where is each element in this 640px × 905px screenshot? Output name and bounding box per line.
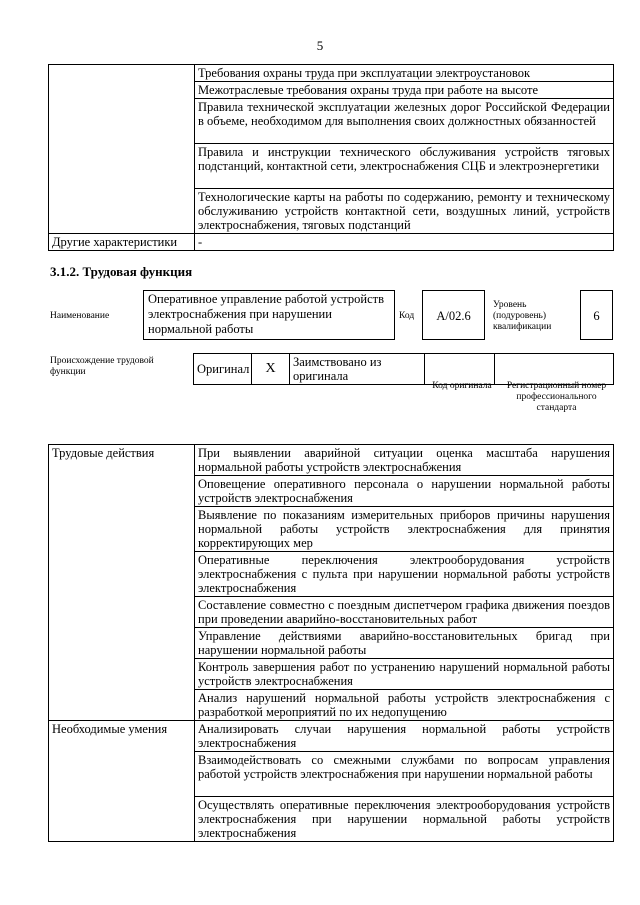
- labor-action: Оповещение оперативного персонала о нарушении нормальной работы устройств электроснабжения: [195, 476, 614, 507]
- origin-code-label: Код оригинала: [432, 381, 492, 391]
- knowledge-item: Правила и инструкции технического обслуживания устройств тяговых подстанций, контактной сети, электроснабжения СЦБ и электроэнергетики: [195, 144, 614, 189]
- origin-label: Происхождение трудовой функции: [50, 356, 154, 377]
- labor-action: Выявление по показаниям измерительных приборов причины нарушения нормальной работы устройств электроснабжения для принятия корректирующих мер: [195, 507, 614, 552]
- knowledge-item: Технологические карты на работы по содержанию, ремонту и техническому обслуживанию устройств контактной сети, воздушных линий, устройств электроснабжения, тяговых подстанций: [195, 189, 614, 234]
- knowledge-item: Межотраслевые требования охраны труда при работе на высоте: [195, 82, 614, 99]
- page-number: 5: [316, 38, 324, 53]
- table-row: [49, 445, 614, 476]
- required-skill: Взаимодействовать со смежными службами по вопросам управления работой устройств электроснабжения при нарушении нормальной работы: [195, 752, 614, 797]
- level-label: Уровень (подуровень) квалификации: [493, 300, 552, 332]
- other-characteristics-value: -: [195, 234, 614, 251]
- code-label: Код: [399, 311, 415, 321]
- function-name: Оперативное управление работой устройств электроснабжения при нарушении нормальной работы: [148, 292, 384, 336]
- labor-action: Оперативные переключения электрооборудования устройств электроснабжения с пульта при нарушении нормальной работы устройств электроснабжения: [195, 552, 614, 597]
- table-row: [49, 721, 614, 752]
- code-value: А/02.6: [436, 309, 471, 323]
- table-row: [194, 354, 614, 385]
- labor-action: Управление действиями аварийно-восстановительных бригад при нарушении нормальной работы: [195, 628, 614, 659]
- table-row: [49, 234, 614, 251]
- knowledge-table: [48, 64, 614, 251]
- knowledge-item: Правила технической эксплуатации железных дорог Российской Федерации в объеме, необходимом для выполнения своих должностных обязанностей: [195, 99, 614, 144]
- borrowed-label: Заимствовано из оригинала: [290, 354, 425, 385]
- knowledge-item: Требования охраны труда при эксплуатации электроустановок: [195, 65, 614, 82]
- name-label: Наименование: [50, 311, 110, 321]
- required-skills-label: Необходимые умения: [49, 721, 195, 842]
- labor-action: Составление совместно с поездным диспетчером графика движения поездов при проведении аварийно-восстановительных работ: [195, 597, 614, 628]
- required-skill: Осуществлять оперативные переключения электрооборудования устройств электроснабжения при нарушении нормальной работы устройств электроснабжения: [195, 797, 614, 842]
- labor-action: Контроль завершения работ по устранению нарушений нормальной работы устройств электроснабжения: [195, 659, 614, 690]
- other-characteristics-label: Другие характеристики: [49, 234, 195, 251]
- labor-function-table: [48, 444, 614, 842]
- original-label: Оригинал: [194, 354, 252, 385]
- level-value: 6: [593, 309, 600, 323]
- labor-action: Анализ нарушений нормальной работы устройств электроснабжения с разработкой мероприятий по их недопущению: [195, 690, 614, 721]
- original-mark: X: [252, 354, 290, 385]
- section-heading: 3.1.2. Трудовая функция: [50, 264, 193, 279]
- required-skill: Анализировать случаи нарушения нормальной работы устройств электроснабжения: [195, 721, 614, 752]
- reg-number-label: Регистрационный номер профессионального стандарта: [506, 381, 607, 413]
- table-row: [49, 65, 614, 82]
- labor-actions-label: Трудовые действия: [49, 445, 195, 721]
- labor-action: При выявлении аварийной ситуации оценка масштаба нарушения нормальной работы устройств электроснабжения: [195, 445, 614, 476]
